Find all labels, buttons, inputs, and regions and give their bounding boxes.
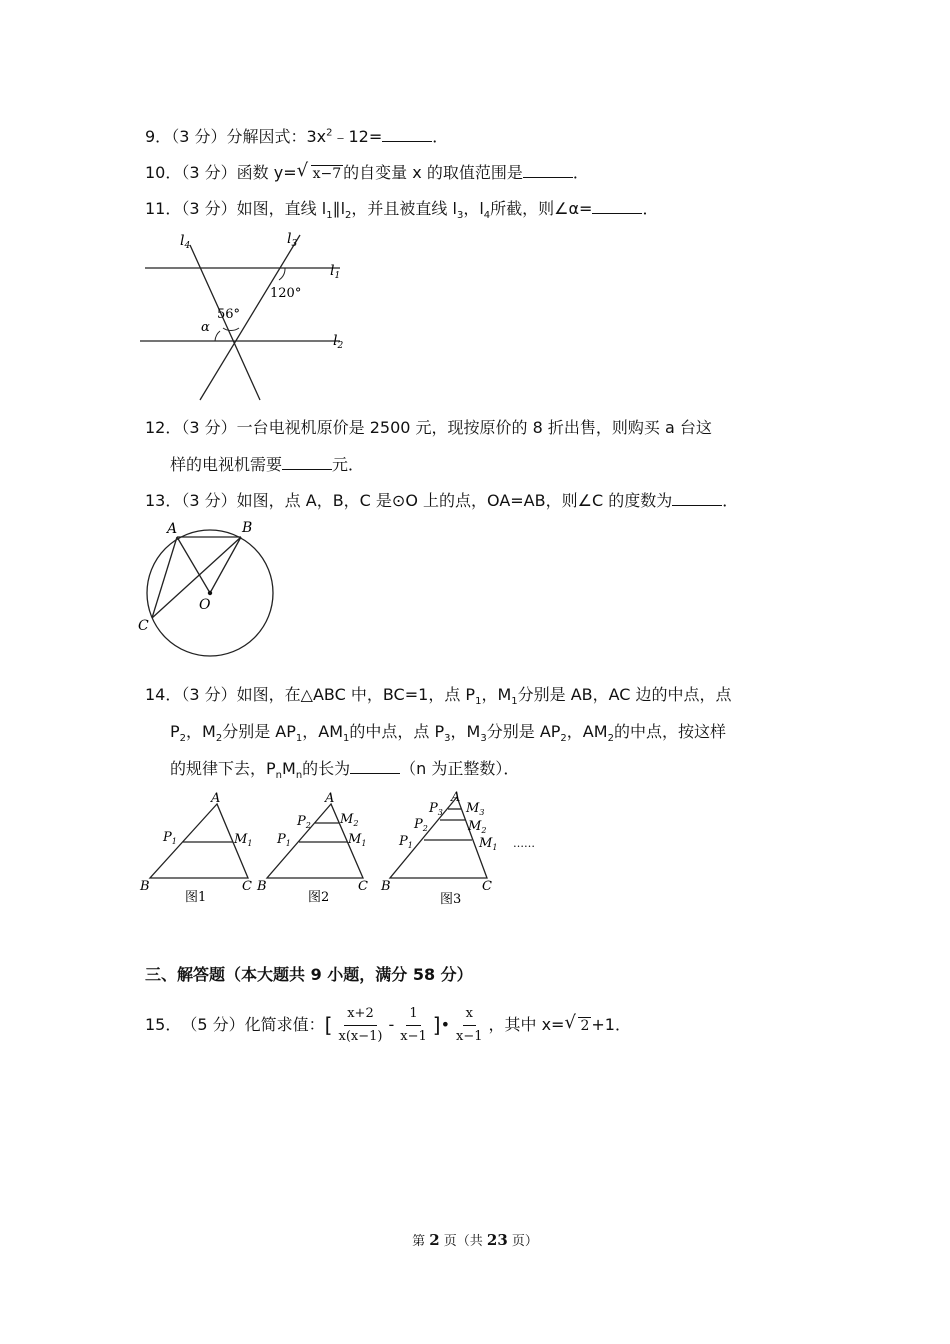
- triangles-figure: [135, 785, 555, 915]
- svg-text:P2: $P_2$: [414, 817, 428, 833]
- question-14-line-2: $P_2$，$M_2$分别是 $AP_1$，$AM_1$的中点，点 $P_3$，$M_3$分别是 $AP_2$，$AM_2$的中点，按这样: [170, 722, 726, 745]
- square-root: √ 2: [564, 1011, 590, 1034]
- question-number: 12．: [145, 418, 182, 437]
- question-11: 11．（3 分）如图，直线 $l_1\parallel l_2$，并且被直线 $l_3$，$l_4$所截，则∠α= ．: [145, 199, 659, 222]
- svg-text:l2: $l_2$: [333, 333, 344, 351]
- svg-text:B: B: [381, 879, 391, 894]
- svg-text:l3: $l_3$: [287, 231, 298, 249]
- svg-text:P2: $P_2$: [297, 814, 311, 830]
- question-number: 11．: [145, 199, 182, 218]
- answer-blank[interactable]: [523, 163, 573, 178]
- total-pages: 23: [486, 1231, 508, 1249]
- svg-text:M2: $M_2$: [468, 819, 487, 835]
- caption-figure-3: 图3: [440, 892, 462, 907]
- point-b-label: B: [242, 520, 253, 536]
- question-9: 9．（3 分）分解因式：$3x^2﹣12=$ ．: [145, 127, 449, 146]
- question-number: 15．: [145, 1015, 182, 1034]
- angle-120-label: 120°: [270, 286, 302, 301]
- score: （3 分）: [181, 199, 237, 218]
- svg-text:C: C: [358, 879, 368, 894]
- question-14: 14．（3 分）如图，在△ABC 中，BC=1，点 $P_1$，$M_1$分别是 AB，AC 边的中点，点: [145, 685, 732, 708]
- page-footer: 第 2 页（共 23 页）: [412, 1231, 538, 1249]
- question-14-line-3: 的规律下去，$P_nM_n$的长为 （n 为正整数）．: [170, 759, 520, 782]
- fraction-1: $\frac{x+2}{x(x-1)}$: [338, 1005, 383, 1044]
- caption-figure-1: 图1: [185, 890, 207, 905]
- answer-blank[interactable]: [592, 199, 642, 214]
- svg-text:M1: $M_1$: [348, 832, 367, 848]
- triangle-figure-1: [139, 791, 252, 905]
- svg-text:l4: $l_4$: [180, 233, 191, 251]
- question-15: 15． （5 分） 化简求值： [ $\frac{x+2}{x(x-1)}$ - $\frac{1}{x-1}$ ] • $\frac{x}{x-1}$ ，其中 x= √ 2 +1 ．: [145, 1007, 631, 1043]
- question-12-continued: 样的电视机需要 元．: [170, 455, 365, 474]
- fraction-3: $\frac{x}{x-1}$: [456, 1005, 483, 1044]
- triangle-figure-2: [256, 791, 368, 905]
- center-point: [208, 591, 212, 595]
- answer-blank[interactable]: [382, 127, 432, 142]
- angle-56-label: 56°: [217, 307, 241, 322]
- svg-text:P1: $P_1$: [163, 830, 177, 846]
- score: （3 分）: [181, 685, 237, 704]
- fraction-2: $\frac{1}{x-1}$: [400, 1005, 427, 1044]
- svg-text:A: A: [325, 791, 335, 806]
- angle-alpha-label: α: [201, 320, 210, 335]
- section-heading: 三、解答题（本大题共 9 小题，满分 58 分）: [145, 965, 473, 984]
- ellipsis: ……: [513, 837, 535, 850]
- question-12: 12．（3 分）一台电视机原价是 2500 元，现按原价的 8 折出售，则购买 a 台这: [145, 418, 712, 437]
- score: （3 分）: [181, 418, 237, 437]
- svg-text:B: B: [140, 879, 150, 894]
- svg-text:C: C: [242, 879, 252, 894]
- parallel-lines-figure: [135, 225, 365, 405]
- point-a-label: A: [167, 521, 178, 537]
- score: （3 分）: [181, 163, 237, 182]
- square-root: √ x−7: [296, 160, 342, 182]
- svg-text:M3: $M_3$: [466, 801, 485, 817]
- question-number: 13．: [145, 491, 182, 510]
- answer-blank[interactable]: [350, 759, 400, 774]
- question-13: 13．（3 分）如图，点 A，B，C 是⊙O 上的点，OA=AB，则∠C 的度数为 ．: [145, 491, 739, 510]
- caption-figure-2: 图2: [308, 890, 330, 905]
- svg-text:P1: $P_1$: [277, 832, 291, 848]
- svg-text:C: C: [482, 879, 492, 894]
- svg-text:P1: $P_1$: [399, 834, 413, 850]
- question-number: 10．: [145, 163, 182, 182]
- point-o-label: O: [199, 597, 211, 613]
- svg-text:M2: $M_2$: [340, 812, 359, 828]
- circle-figure: [135, 515, 285, 665]
- score: （3 分）: [181, 491, 237, 510]
- score: （3 分）: [171, 127, 227, 146]
- svg-text:A: A: [451, 790, 461, 805]
- line-l3: [200, 235, 300, 400]
- svg-text:l1: $l_1$: [330, 263, 341, 281]
- triangle-figure-3: [380, 790, 497, 907]
- svg-text:M1: $M_1$: [479, 836, 498, 852]
- svg-text:B: B: [257, 879, 267, 894]
- question-number: 9．: [145, 127, 172, 146]
- answer-blank[interactable]: [282, 455, 332, 470]
- question-number: 14．: [145, 685, 182, 704]
- answer-blank[interactable]: [672, 491, 722, 506]
- page-number: 2: [429, 1231, 440, 1249]
- score: （5 分）: [181, 1015, 245, 1034]
- svg-text:M1: $M_1$: [234, 832, 253, 848]
- question-10: 10．（3 分）函数 y= √ x−7 的自变量 x 的取值范围是 ．: [145, 160, 589, 182]
- point-c-label: C: [138, 618, 149, 634]
- svg-text:P3: $P_3$: [429, 801, 443, 817]
- svg-text:A: A: [211, 791, 221, 806]
